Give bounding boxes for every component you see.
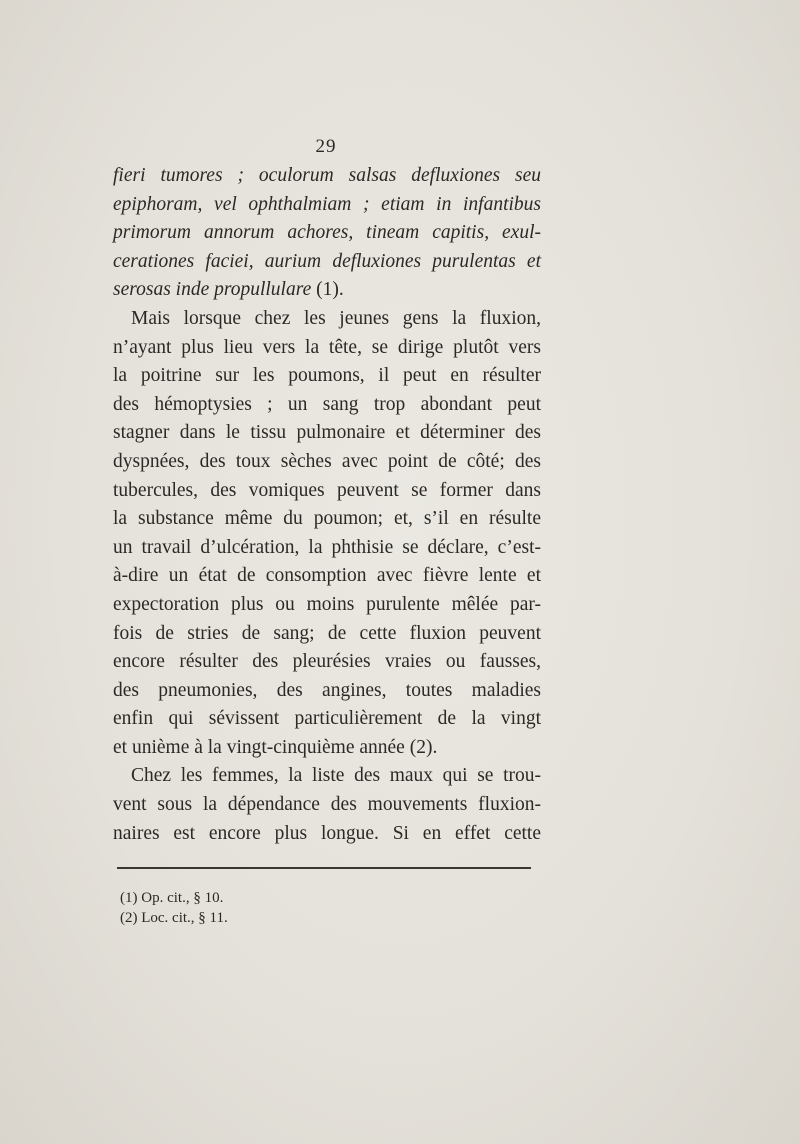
paragraph-line: un travail d’ulcération, la phthisie se déclare, c’est-	[113, 536, 541, 558]
paragraph-line: des pneumonies, des angines, toutes maladies	[113, 679, 541, 701]
latin-quote-line: fieri tumores ; oculorum salsas defluxiones seu	[113, 165, 541, 186]
paragraph-line: stagner dans le tissu pulmonaire et déterminer des	[113, 422, 541, 444]
paragraph-line: à-dire un état de consomption avec fièvre lente et	[113, 565, 541, 587]
paragraph-line: la poitrine sur les poumons, il peut en résulter	[113, 365, 541, 387]
page-number: 29	[315, 136, 337, 157]
paragraph-line: n’ayant plus lieu vers la tête, se dirige plutôt vers	[113, 336, 541, 358]
footnote: (2) Loc. cit., § 11.	[120, 910, 228, 926]
paragraph-line: des hémoptysies ; un sang trop abondant peut	[113, 393, 541, 415]
paragraph-line: expectoration plus ou moins purulente mêlée par-	[113, 593, 541, 615]
paragraph-line: fois de stries de sang; de cette fluxion peuvent	[113, 622, 541, 644]
paragraph-line: la substance même du poumon; et, s’il en résulte	[113, 508, 541, 530]
latin-quote-line: serosas inde propullulare	[113, 279, 312, 301]
paragraph-line: naires est encore plus longue. Si en effet cette	[113, 822, 541, 844]
footnote: (1) Op. cit., § 10.	[120, 890, 224, 906]
paragraph-line: Mais lorsque chez les jeunes gens la fluxion,	[131, 307, 541, 329]
footnote-ref-1: (1).	[311, 279, 344, 301]
paragraph-line: et unième à la vingt-cinquième année (2).	[113, 736, 438, 758]
paragraph-line: dyspnées, des toux sèches avec point de côté; des	[113, 450, 541, 472]
footnote-divider	[117, 867, 531, 869]
footnotes	[120, 888, 228, 928]
paragraph-line: Chez les femmes, la liste des maux qui se trou-	[131, 765, 541, 787]
latin-quote-line: primorum annorum achores, tineam capitis, exul-	[113, 222, 541, 244]
body-text	[113, 162, 541, 848]
latin-quote-last-line	[113, 276, 541, 305]
latin-quote-line: cerationes faciei, aurium defluxiones purulentas et	[113, 250, 541, 272]
paragraph-line: encore résulter des pleurésies vraies ou fausses,	[113, 651, 541, 673]
paragraph-line: enfin qui sévissent particulièrement de la vingt	[113, 708, 541, 730]
paragraph-line: tubercules, des vomiques peuvent se former dans	[113, 479, 541, 501]
paragraph-line: vent sous la dépendance des mouvements fluxion-	[113, 794, 541, 816]
latin-quote-line: epiphoram, vel ophthalmiam ; etiam in infantibus	[113, 193, 541, 215]
